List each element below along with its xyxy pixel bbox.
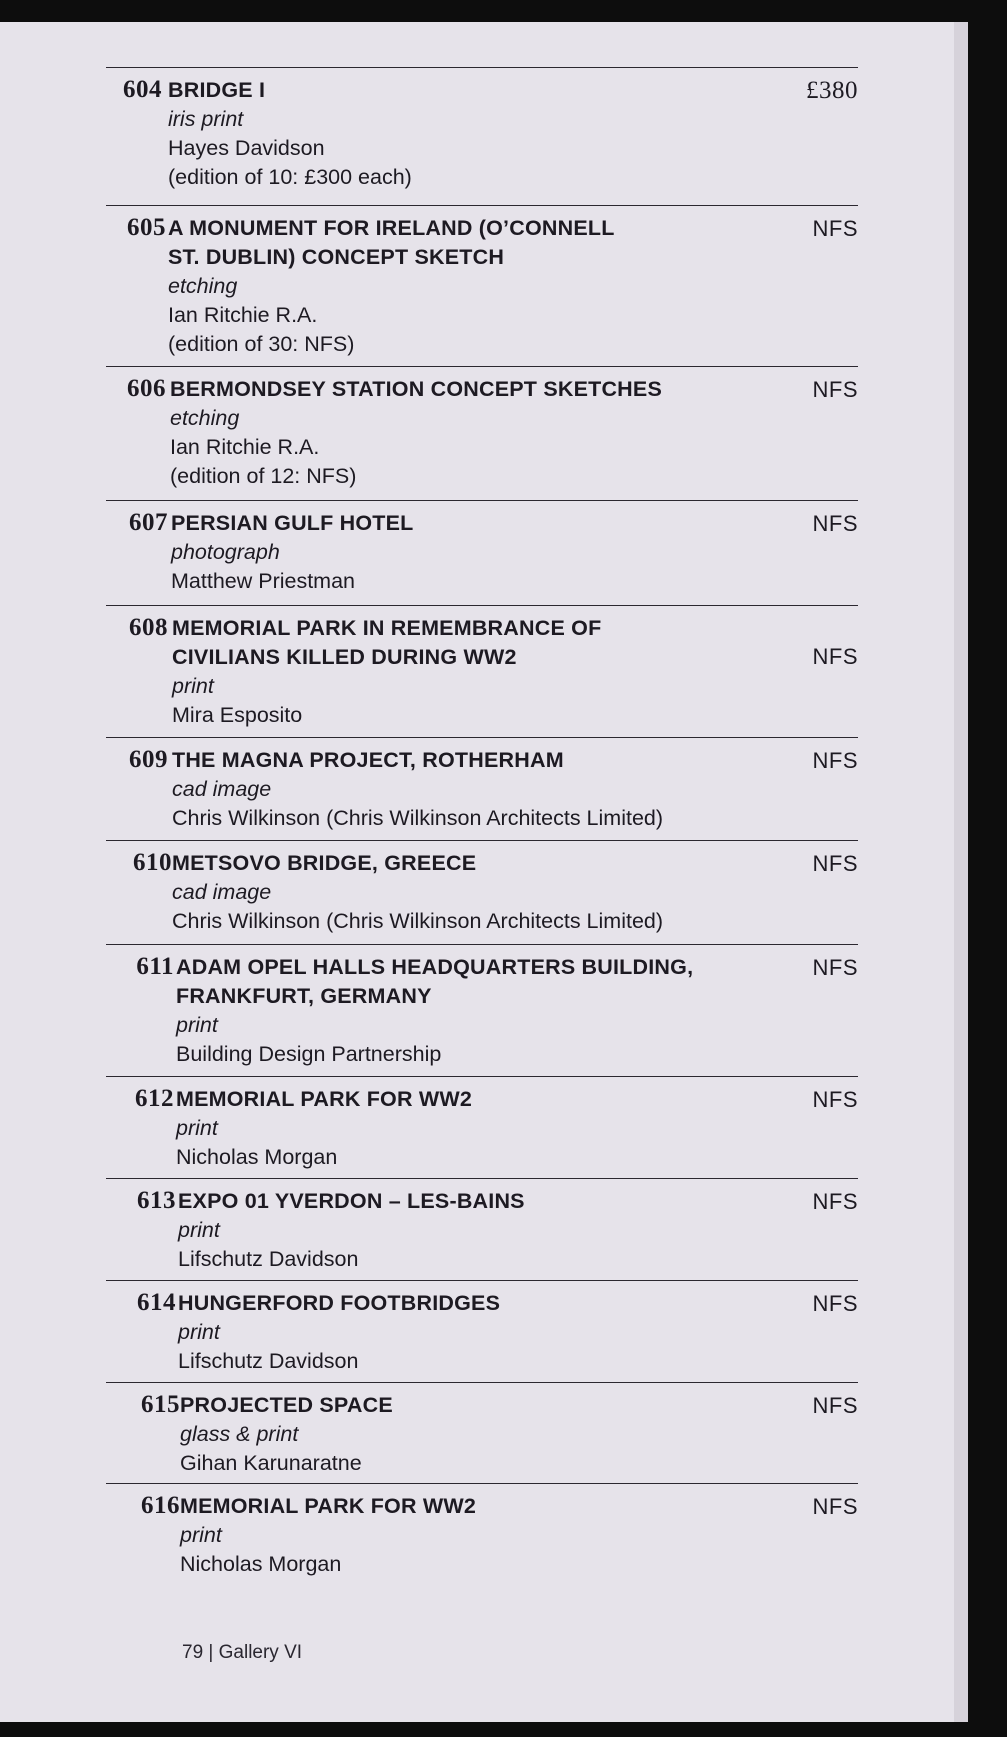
entry-body <box>178 1289 778 1376</box>
catalogue-entry-614 <box>106 1280 858 1383</box>
entry-body <box>172 614 778 730</box>
entry-medium: cad image <box>172 880 272 904</box>
page-footer: 79 | Gallery VI <box>182 1642 303 1663</box>
entry-artist: Lifschutz Davidson <box>178 1247 359 1271</box>
entry-artist: Nicholas Morgan <box>180 1552 342 1576</box>
entry-number: 615 <box>141 1391 180 1418</box>
entry-edition: (edition of 12: NFS) <box>170 464 357 488</box>
catalogue-entry-607 <box>106 500 858 606</box>
entry-edition: (edition of 30: NFS) <box>168 332 355 356</box>
entry-title: A MONUMENT FOR IRELAND (O’CONNELL ST. DUBLIN) CONCEPT SKETCH <box>168 216 615 269</box>
entry-price: NFS <box>812 644 858 669</box>
entry-medium: print <box>176 1013 218 1037</box>
entry-number: 614 <box>137 1289 176 1316</box>
entry-body <box>172 746 778 833</box>
entry-artist: Building Design Partnership <box>176 1042 442 1066</box>
entry-body <box>170 375 778 491</box>
entry-artist: Hayes Davidson <box>168 136 325 160</box>
entry-title: MEMORIAL PARK IN REMEMBRANCE OF CIVILIANS KILLED DURING WW2 <box>172 616 602 669</box>
entry-title: THE MAGNA PROJECT, ROTHERHAM <box>172 748 564 772</box>
entry-artist: Ian Ritchie R.A. <box>168 303 318 327</box>
entry-price: NFS <box>812 1494 858 1519</box>
catalogue-entry-613 <box>106 1178 858 1281</box>
entry-price: NFS <box>812 511 858 536</box>
entry-number: 607 <box>129 509 168 536</box>
entry-artist: Nicholas Morgan <box>176 1145 338 1169</box>
entry-medium: photograph <box>171 540 280 564</box>
catalogue-entry-616 <box>106 1483 858 1604</box>
entry-price: NFS <box>812 1189 858 1214</box>
entry-price: NFS <box>812 377 858 402</box>
entry-price: NFS <box>812 748 858 773</box>
entry-medium: etching <box>170 406 240 430</box>
entry-body <box>171 509 778 596</box>
entry-number: 606 <box>127 375 166 402</box>
entry-medium: etching <box>168 274 238 298</box>
entry-medium: iris print <box>168 107 244 131</box>
entry-title: MEMORIAL PARK FOR WW2 <box>180 1494 477 1518</box>
entry-title: METSOVO BRIDGE, GREECE <box>172 851 477 875</box>
entry-number: 611 <box>136 953 174 980</box>
entry-title: BERMONDSEY STATION CONCEPT SKETCHES <box>170 377 662 401</box>
entry-number: 616 <box>141 1492 180 1519</box>
catalogue-entry-611 <box>106 944 858 1077</box>
entry-medium: print <box>180 1523 222 1547</box>
entry-body <box>180 1492 778 1579</box>
entry-number: 604 <box>123 76 162 103</box>
catalogue-entry-605 <box>106 205 858 368</box>
entry-medium: print <box>178 1320 220 1344</box>
entry-body <box>178 1187 778 1274</box>
entry-price: £380 <box>806 77 858 104</box>
entry-price: NFS <box>812 1393 858 1418</box>
entry-price: NFS <box>812 216 858 241</box>
entry-medium: print <box>176 1116 218 1140</box>
entry-title: HUNGERFORD FOOTBRIDGES <box>178 1291 501 1315</box>
entry-body <box>180 1391 778 1478</box>
entry-artist: Gihan Karunaratne <box>180 1451 362 1475</box>
entry-number: 608 <box>129 614 168 641</box>
entry-medium: print <box>178 1218 220 1242</box>
entry-price: NFS <box>812 955 858 980</box>
catalogue-entry-610 <box>106 840 858 943</box>
entry-body <box>168 214 778 359</box>
catalogue-entry-612 <box>106 1076 858 1179</box>
entry-title: EXPO 01 YVERDON – LES-BAINS <box>178 1189 525 1213</box>
entry-artist: Mira Esposito <box>172 703 303 727</box>
entry-artist: Lifschutz Davidson <box>178 1349 359 1373</box>
entry-body <box>176 1085 778 1172</box>
entry-price: NFS <box>812 1087 858 1112</box>
entry-number: 610 <box>133 849 172 876</box>
entry-body <box>176 953 778 1069</box>
catalogue-entry-604 <box>106 67 858 228</box>
entry-medium: glass & print <box>180 1422 299 1446</box>
entry-price: NFS <box>812 1291 858 1316</box>
catalogue-entry-615 <box>106 1382 858 1485</box>
entry-medium: print <box>172 674 214 698</box>
entry-title: PROJECTED SPACE <box>180 1393 393 1417</box>
entry-title: BRIDGE I <box>168 78 266 102</box>
entry-medium: cad image <box>172 777 272 801</box>
catalogue-page <box>0 22 968 1722</box>
entry-number: 613 <box>137 1187 176 1214</box>
entry-title: MEMORIAL PARK FOR WW2 <box>176 1087 473 1111</box>
entry-artist: Chris Wilkinson (Chris Wilkinson Architects Limited) <box>172 806 664 830</box>
entry-price: NFS <box>812 851 858 876</box>
catalogue-entry-606 <box>106 366 858 501</box>
entry-body <box>172 849 778 936</box>
catalogue-entry-609 <box>106 737 858 840</box>
entry-title: PERSIAN GULF HOTEL <box>171 511 414 535</box>
entry-number: 605 <box>127 214 166 241</box>
catalogue-entry-608 <box>106 605 858 738</box>
entry-artist: Matthew Priestman <box>171 569 356 593</box>
entry-body <box>168 76 778 192</box>
entry-artist: Chris Wilkinson (Chris Wilkinson Architects Limited) <box>172 909 664 933</box>
entry-edition: (edition of 10: £300 each) <box>168 165 412 189</box>
entry-title: ADAM OPEL HALLS HEADQUARTERS BUILDING, FRANKFURT, GERMANY <box>176 955 694 1008</box>
entry-number: 612 <box>135 1085 174 1112</box>
entry-number: 609 <box>129 746 168 773</box>
entry-artist: Ian Ritchie R.A. <box>170 435 320 459</box>
